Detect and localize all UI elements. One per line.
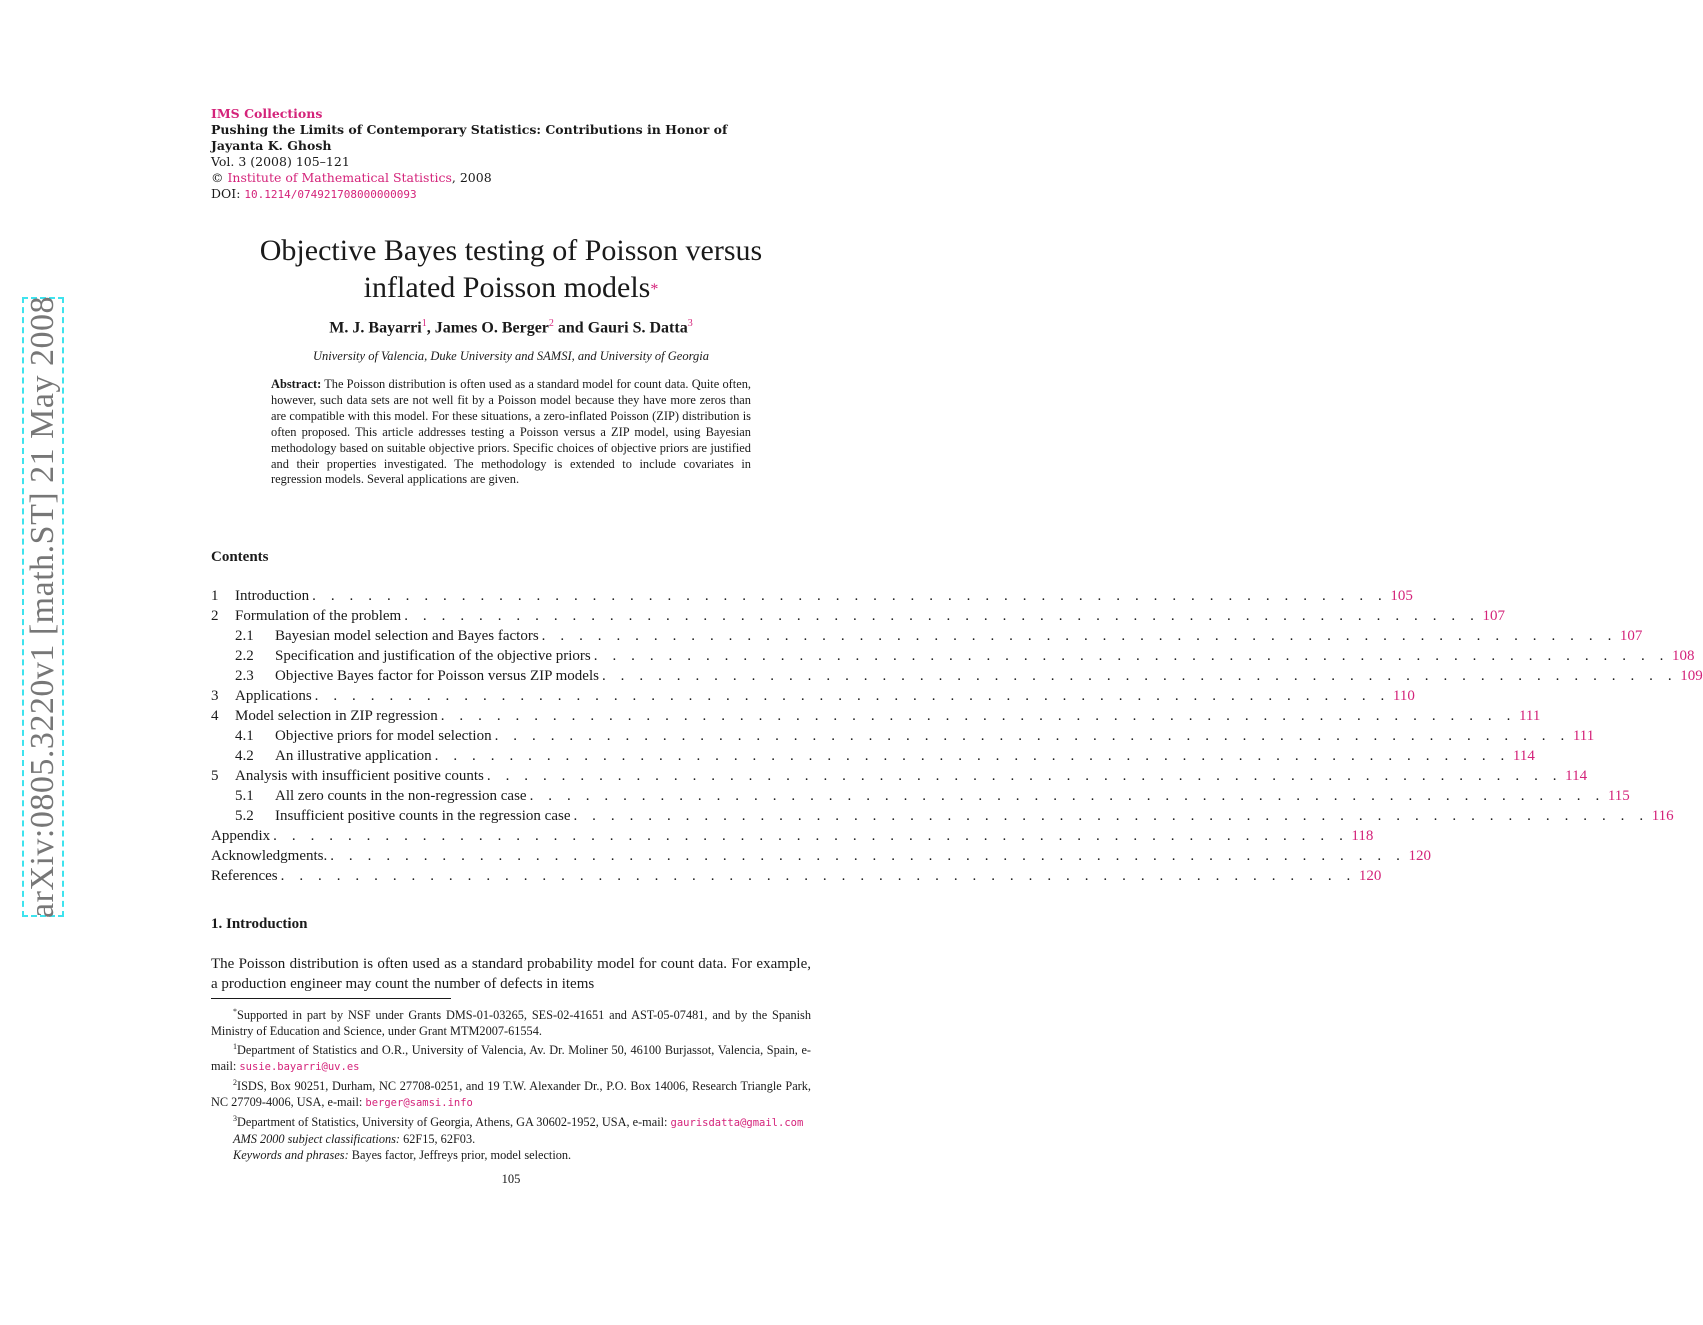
toc-page-link[interactable]: 109 xyxy=(1680,668,1703,684)
toc-entry[interactable] xyxy=(211,866,1382,886)
toc-leader: . . . . . . . . . . . . . . . . . . . . . . . . . . . . . . . . . . . . . . . . . . . . . . . . . . . . . . . . . . xyxy=(312,588,1388,604)
footnote-marker: 3 xyxy=(233,1114,237,1124)
page-number: 105 xyxy=(501,1172,521,1186)
toc-number: 2.3 xyxy=(235,668,254,684)
toc-label: Analysis with insufficient positive counts xyxy=(235,768,484,784)
toc-label: An illustrative application xyxy=(275,748,432,764)
toc-leader: . . . . . . . . . . . . . . . . . . . . . . . . . . . . . . . . . . . . . . . . . . . . . . . . . . . . . . . . . . xyxy=(486,768,1563,784)
toc-number: 3 xyxy=(211,688,219,704)
copyright-year: , 2008 xyxy=(451,170,492,185)
toc-leader: . . . . . . . . . . . . . . . . . . . . . . . . . . . . . . . . . . . . . . . . . . . . . . . . . . . . . . . . . . xyxy=(529,788,1605,804)
doi-label: DOI: xyxy=(211,186,245,201)
author-3: and Gauri S. Datta xyxy=(553,319,688,337)
toc-label: Formulation of the problem xyxy=(235,608,402,624)
toc-page-link[interactable]: 107 xyxy=(1482,608,1505,624)
toc-page-link[interactable]: 110 xyxy=(1392,688,1415,704)
footnote-funding xyxy=(211,1004,811,1039)
footnote-text: ISDS, Box 90251, Durham, NC 27708-0251, and 19 T.W. Alexander Dr., P.O. Box 14006, Research Triangle Park, NC 27709-4006, USA, e-mail: xyxy=(211,1079,811,1110)
footnote-marker: 1 xyxy=(233,1042,237,1052)
email-link[interactable]: gaurisdatta@gmail.com xyxy=(670,1117,804,1130)
toc-label: Model selection in ZIP regression xyxy=(235,708,438,724)
paper-title xyxy=(211,232,811,306)
author-list xyxy=(211,318,811,337)
toc-page-link[interactable]: 115 xyxy=(1607,788,1630,804)
keywords-label: Keywords and phrases: xyxy=(233,1148,349,1163)
toc-page-link[interactable]: 120 xyxy=(1358,868,1382,884)
ams-label: AMS 2000 subject classifications: xyxy=(233,1132,401,1147)
footnotes xyxy=(211,1004,811,1163)
book-title-line1: Pushing the Limits of Contemporary Statistics: Contributions in Honor of xyxy=(211,122,728,137)
toc-label: Appendix xyxy=(211,828,271,844)
toc-number: 5.1 xyxy=(235,788,254,804)
footnote-author-2 xyxy=(211,1075,811,1111)
toc-leader: . . . . . . . . . . . . . . . . . . . . . . . . . . . . . . . . . . . . . . . . . . . . . . . . . . . . . . . . . . xyxy=(601,668,1678,684)
series-link[interactable]: IMS Collections xyxy=(211,106,323,121)
toc-number: 1 xyxy=(211,588,219,604)
toc-page-link[interactable]: 107 xyxy=(1619,628,1643,644)
footnote-divider xyxy=(211,998,451,999)
copyright-icon: © xyxy=(211,170,224,185)
toc-number: 2.2 xyxy=(235,648,254,664)
volume-info: Vol. 3 (2008) 105–121 xyxy=(211,154,350,169)
toc-entry[interactable] xyxy=(211,646,1695,666)
keywords-value: Bayes factor, Jeffreys prior, model selection. xyxy=(348,1148,572,1163)
author-1: M. J. Bayarri xyxy=(329,319,422,337)
toc-label: Applications xyxy=(235,688,312,704)
toc-number: 4.1 xyxy=(235,728,254,744)
toc-page-link[interactable]: 114 xyxy=(1512,748,1535,764)
footnote-author-1 xyxy=(211,1039,811,1075)
footnote-marker: 2 xyxy=(233,1078,237,1088)
toc-entry[interactable] xyxy=(211,586,1413,606)
toc-number: 4.2 xyxy=(235,748,254,764)
publication-header xyxy=(211,106,811,203)
toc-entry[interactable] xyxy=(211,666,1703,686)
doi-line xyxy=(211,186,811,203)
toc-entry[interactable] xyxy=(211,766,1588,786)
title-line1: Objective Bayes testing of Poisson versus xyxy=(259,234,763,267)
email-link[interactable]: susie.bayarri@uv.es xyxy=(239,1061,360,1074)
arxiv-id: arXiv:0805.3220v1 [math.ST] 21 May 2008 xyxy=(24,296,61,918)
toc-label: Objective Bayes factor for Poisson versus ZIP models xyxy=(275,668,599,684)
book-title-line2: Jayanta K. Ghosh xyxy=(211,138,332,153)
toc-page-link[interactable]: 116 xyxy=(1651,808,1674,824)
table-of-contents xyxy=(211,586,1703,886)
toc-label: References xyxy=(211,868,278,884)
toc-entry[interactable] xyxy=(211,746,1535,766)
footnote-text: Department of Statistics and O.R., University of Valencia, Av. Dr. Moliner 50, 46100 Burjassot, Valencia, Spain, e-mail: xyxy=(211,1043,811,1074)
toc-leader: . . . . . . . . . . . . . . . . . . . . . . . . . . . . . . . . . . . . . . . . . . . . . . . . . . . . . . . . . . xyxy=(573,808,1649,824)
toc-leader: . . . . . . . . . . . . . . . . . . . . . . . . . . . . . . . . . . . . . . . . . . . . . . . . . . . . . . . . . . xyxy=(593,648,1669,664)
affiliations: University of Valencia, Duke University and SAMSI, and University of Georgia xyxy=(313,349,709,363)
author-2-marker[interactable]: 2 xyxy=(548,318,554,329)
toc-leader: . . . . . . . . . . . . . . . . . . . . . . . . . . . . . . . . . . . . . . . . . . . . . . . . . . . . . . . . . . xyxy=(330,848,1406,864)
toc-leader: . . . . . . . . . . . . . . . . . . . . . . . . . . . . . . . . . . . . . . . . . . . . . . . . . . . . . . . . . . xyxy=(440,708,1516,724)
toc-label: Specification and justification of the objective priors xyxy=(275,648,591,664)
introduction-paragraph: The Poisson distribution is often used as a standard probability model for count data. For example, a production engineer may count the number of defects in items xyxy=(211,956,811,992)
toc-label: Objective priors for model selection xyxy=(275,728,492,744)
title-line2: inflated Poisson models xyxy=(363,271,651,304)
doi-link[interactable]: 10.1214/074921708000000093 xyxy=(244,188,417,201)
section-heading-introduction: 1. Introduction xyxy=(211,916,308,932)
toc-leader: . . . . . . . . . . . . . . . . . . . . . . . . . . . . . . . . . . . . . . . . . . . . . . . . . . . . . . . . . . xyxy=(273,828,1349,844)
toc-leader: . . . . . . . . . . . . . . . . . . . . . . . . . . . . . . . . . . . . . . . . . . . . . . . . . . . . . . . . . . xyxy=(541,628,1617,644)
toc-page-link[interactable]: 111 xyxy=(1518,708,1541,724)
toc-leader: . . . . . . . . . . . . . . . . . . . . . . . . . . . . . . . . . . . . . . . . . . . . . . . . . . . . . . . . . . xyxy=(314,688,1390,704)
toc-page-link[interactable]: 105 xyxy=(1390,588,1413,604)
toc-label: Insufficient positive counts in the regression case xyxy=(275,808,571,824)
toc-number: 2 xyxy=(211,608,219,624)
abstract-text: The Poisson distribution is often used as a standard model for count data. Quite often, however, such data sets are not well fit by a Poisson model because they have more zeros than are compatible with this model. For these situations, a zero-inflated Poisson (ZIP) distribution is often proposed. This article addresses testing a Poisson versus a ZIP model, using Bayesian methodology based on suitable objective priors. Specific choices of objective priors are justified and their properties investigated. The methodology is extended to include covariates in regression models. Several applications are given. xyxy=(271,377,751,487)
author-1-marker[interactable]: 1 xyxy=(421,318,427,329)
title-footnote-marker[interactable]: * xyxy=(650,281,659,298)
toc-entry[interactable] xyxy=(211,606,1505,626)
toc-page-link[interactable]: 118 xyxy=(1351,828,1374,844)
footnote-author-3 xyxy=(211,1111,811,1131)
email-link[interactable]: berger@samsi.info xyxy=(365,1097,473,1110)
footnote-marker: * xyxy=(233,1007,237,1016)
toc-entry[interactable] xyxy=(211,806,1674,826)
toc-leader: . . . . . . . . . . . . . . . . . . . . . . . . . . . . . . . . . . . . . . . . . . . . . . . . . . . . . . . . . . xyxy=(404,608,1480,624)
toc-page-link[interactable]: 111 xyxy=(1572,728,1595,744)
keywords xyxy=(211,1147,811,1163)
toc-number: 5 xyxy=(211,768,219,784)
author-3-marker[interactable]: 3 xyxy=(687,318,693,329)
contents-heading: Contents xyxy=(211,549,269,565)
publisher-link[interactable]: Institute of Mathematical Statistics xyxy=(227,170,452,185)
toc-entry[interactable] xyxy=(211,826,1374,846)
arxiv-stamp[interactable] xyxy=(22,297,64,917)
ams-value: 62F15, 62F03. xyxy=(400,1132,476,1147)
toc-entry[interactable] xyxy=(211,706,1541,726)
toc-number: 4 xyxy=(211,708,219,724)
toc-page-link[interactable]: 120 xyxy=(1408,848,1431,864)
abstract-label: Abstract: xyxy=(271,377,322,391)
toc-label: Introduction xyxy=(235,588,310,604)
toc-number: 5.2 xyxy=(235,808,254,824)
toc-entry[interactable] xyxy=(211,626,1643,646)
toc-label: Acknowledgments. xyxy=(211,848,328,864)
abstract xyxy=(271,377,751,488)
toc-leader: . . . . . . . . . . . . . . . . . . . . . . . . . . . . . . . . . . . . . . . . . . . . . . . . . . . . . . . . . . xyxy=(280,868,1356,884)
toc-label: All zero counts in the non-regression case xyxy=(275,788,527,804)
toc-page-link[interactable]: 108 xyxy=(1672,648,1695,664)
toc-number: 2.1 xyxy=(235,628,254,644)
toc-entry[interactable] xyxy=(211,726,1595,746)
toc-leader: . . . . . . . . . . . . . . . . . . . . . . . . . . . . . . . . . . . . . . . . . . . . . . . . . . . . . . . . . . xyxy=(494,728,1570,744)
toc-entry[interactable] xyxy=(211,846,1431,866)
footnote-text: Supported in part by NSF under Grants DMS-01-03265, SES-02-41651 and AST-05-07481, and by the Spanish Ministry of Education and Science, under Grant MTM2007-61554. xyxy=(211,1008,811,1039)
toc-entry[interactable] xyxy=(211,686,1415,706)
toc-page-link[interactable]: 114 xyxy=(1565,768,1588,784)
ams-classification xyxy=(211,1131,811,1147)
copyright-line xyxy=(211,170,811,186)
author-2: , James O. Berger xyxy=(426,319,549,337)
toc-label: Bayesian model selection and Bayes factors xyxy=(275,628,539,644)
toc-leader: . . . . . . . . . . . . . . . . . . . . . . . . . . . . . . . . . . . . . . . . . . . . . . . . . . . . . . . . . . xyxy=(434,748,1510,764)
toc-entry[interactable] xyxy=(211,786,1630,806)
footnote-text: Department of Statistics, University of Georgia, Athens, GA 30602-1952, USA, e-mail: xyxy=(237,1115,671,1130)
